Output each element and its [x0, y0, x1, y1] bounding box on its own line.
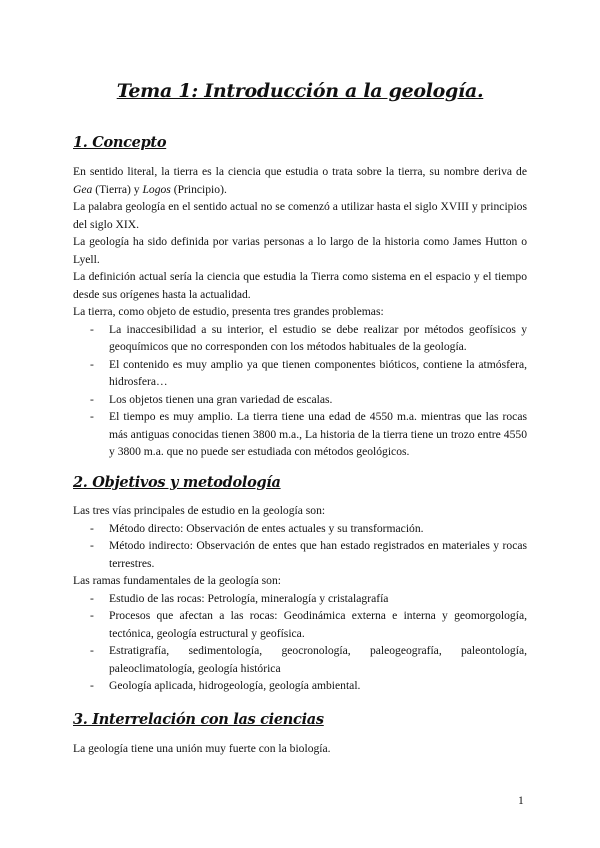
- bullet-dash: -: [90, 521, 94, 535]
- bullet-dash: -: [90, 591, 94, 605]
- bullet-dash: -: [90, 322, 94, 336]
- bullet-dash: -: [90, 357, 94, 371]
- paragraph: Las ramas fundamentales de la geología son:: [73, 574, 281, 587]
- bullet-dash: -: [90, 410, 94, 423]
- italic-term: Gea: [73, 182, 93, 196]
- page-title: Tema 1: Introducción a la geología.: [116, 80, 484, 102]
- bullet-dash: -: [90, 539, 94, 552]
- italic-term: Logos: [142, 182, 171, 196]
- section-body-concepto: [73, 163, 527, 461]
- paragraph: La geología tiene una unión muy fuerte con la biología.: [73, 742, 331, 755]
- list-item-text: Los objetos tienen una gran variedad de escalas.: [109, 392, 333, 406]
- list-item: [73, 642, 527, 677]
- bullet-dash: -: [90, 679, 94, 692]
- list-item-text: Procesos que afectan a las rocas: Geodinámica externa e interna y geomorgología, tectónica, geología estructural y geofísica.: [109, 609, 527, 640]
- paragraph: La geología ha sido definida por varias personas a lo largo de la historia como James Hutton o Lyell.: [73, 235, 527, 266]
- paragraph: [73, 163, 527, 198]
- bullet-dash: -: [90, 392, 94, 406]
- list-item-text: Estudio de las rocas: Petrología, mineralogía y cristalagrafía: [109, 591, 389, 605]
- list-item: [73, 321, 527, 356]
- paragraph: La tierra, como objeto de estudio, presenta tres grandes problemas:: [73, 305, 384, 318]
- section-heading-concepto: 1. Concepto: [73, 134, 167, 151]
- text-run: En sentido literal, la tierra es la ciencia que estudia o trata sobre la tierra, su nombre deriva de: [73, 165, 527, 178]
- section-body-interrelacion: [73, 740, 527, 758]
- page-number: 1: [518, 794, 524, 807]
- list-item-text: Geología aplicada, hidrogeología, geología ambiental.: [109, 679, 361, 692]
- paragraph: La definición actual sería la ciencia que estudia la Tierra como sistema en el espacio y el tiempo desde sus orígenes hasta la actualidad.: [73, 270, 527, 301]
- bullet-dash: -: [90, 609, 94, 622]
- bullet-list: [73, 590, 527, 695]
- bullet-list: [73, 520, 527, 573]
- list-item-text: Método directo: Observación de entes actuales y su transformación.: [109, 521, 424, 535]
- list-item: [73, 590, 527, 608]
- list-item-text: El tiempo es muy amplio. La tierra tiene una edad de 4550 m.a. mientras que las rocas más antiguas conocidas tienen 3800 m.a., La historia de la tierra tiene un trozo entre 4550 y 3800 m.a. que no puede ser estudiada con métodos geológicos.: [109, 410, 527, 458]
- list-item: [73, 677, 527, 695]
- section-heading-interrelacion: 3. Interrelación con las ciencias: [73, 711, 324, 728]
- list-item: [73, 520, 527, 538]
- list-item: [73, 356, 527, 391]
- text-run: (Principio).: [170, 182, 227, 196]
- section-body-objetivos: [73, 502, 527, 695]
- list-item-text: Estratigrafía, sedimentología, geocronología, paleogeografía, paleontología, paleoclimatología, geología histórica: [109, 644, 527, 675]
- list-item: [73, 408, 527, 461]
- list-item: [73, 391, 527, 409]
- bullet-dash: -: [90, 644, 94, 657]
- text-run: (Tierra) y: [92, 182, 143, 196]
- paragraph: La palabra geología en el sentido actual no se comenzó a utilizar hasta el siglo XVIII y principios del siglo XIX.: [73, 200, 527, 231]
- list-item: [73, 607, 527, 642]
- list-item-text: Método indirecto: Observación de entes que han estado registrados en materiales y rocas terrestres.: [109, 539, 527, 570]
- bullet-list: [73, 321, 527, 461]
- list-item-text: El contenido es muy amplio ya que tienen componentes bióticos, contiene la atmósfera, hidrosfera…: [109, 357, 527, 388]
- paragraph: Las tres vías principales de estudio en la geología son:: [73, 504, 326, 517]
- list-item-text: La inaccesibilidad a su interior, el estudio se debe realizar por métodos geofísicos y geoquímicos que no corresponden con los métodos habituales de la geología.: [109, 322, 527, 353]
- section-heading-objetivos: 2. Objetivos y metodología: [73, 474, 281, 491]
- list-item: [73, 537, 527, 572]
